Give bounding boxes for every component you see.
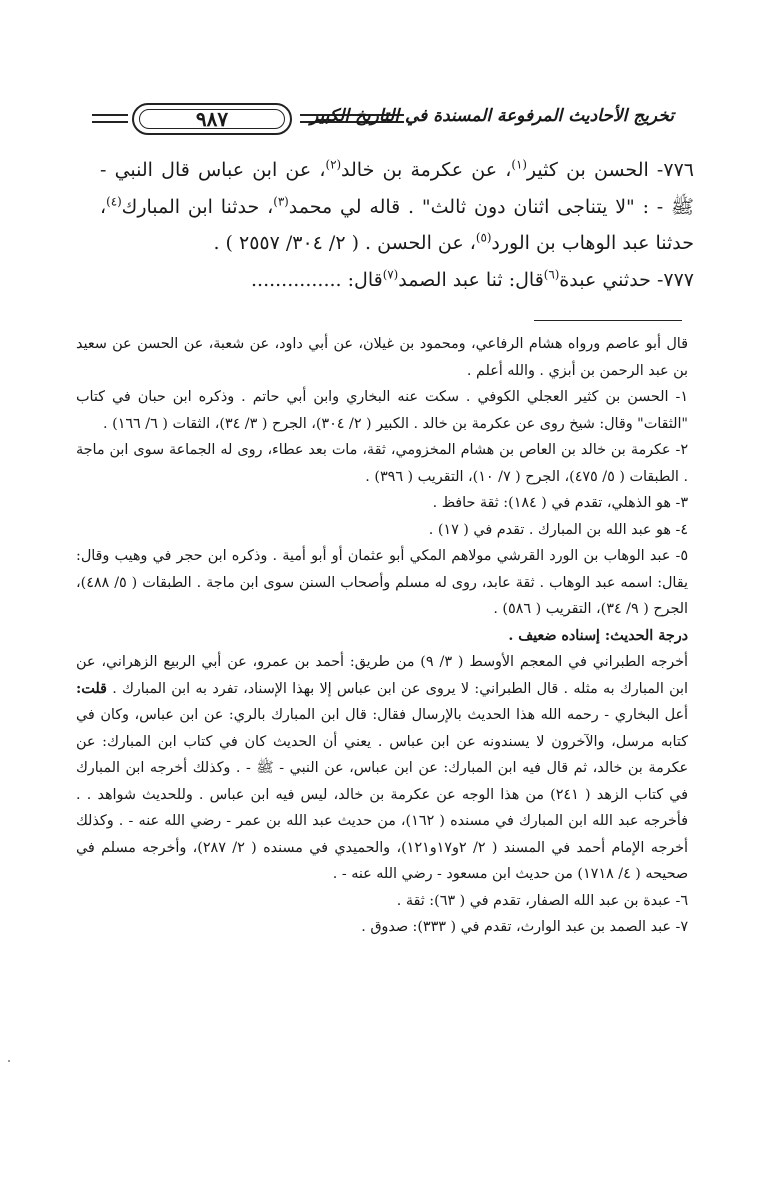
- footnote-ref-3: (٣): [273, 194, 289, 209]
- footnote-4: ٤- هو عبد الله بن المبارك . تقدم في ( ١٧) .: [428, 521, 688, 538]
- footnote-6: ٦- عبدة بن عبد الله الصفار، تقدم في ( ٦٣): ثقة .: [396, 892, 688, 909]
- footnote-ref-7: (٧): [382, 267, 399, 282]
- takhrij-text-1: أخرجه الطبراني في المعجم الأوسط ( ٣/ ٩) من طريق: أحمد بن عمرو، عن أبي الربيع الزهراني، عن ابن المبارك به مثله . قال الطبراني: لا يروى عن ابن عباس إلا بهذا الإسناد، تفرد به ابن المبارك .: [76, 654, 688, 697]
- hadith-776-text-2: ، عن عكرمة بن خالد: [341, 159, 512, 181]
- footnote-ref-1: (١): [511, 157, 527, 172]
- footnote-5: ٥- عبد الوهاب بن الورد القرشي مولاهم المكي أبو عثمان أو أبو أمية . وذكره ابن حجر في وهيب وقال: يقال: اسمه عبد الوهاب . ثقة عابد، روى له مسلم وأصحاب السنن سوى ابن ماجة . الطبقات ( ٥/ ٤٨٨)، الجرح ( ٩/ ٣٤)، التقريب ( ٥٨٦) .: [76, 548, 688, 617]
- hadith-776-text-3: ، عن ابن عباس قال النبي - ﷺ - : "لا يتناجى اثنان دون ثالث" . قاله لي محمد: [100, 159, 694, 218]
- hadith-776-text-1: ٧٧٦- الحسن بن كثير: [526, 159, 694, 181]
- footnote-1: ١- الحسن بن كثير العجلي الكوفي . سكت عنه البخاري وابن أبي حاتم . وذكره ابن حبان في كتاب "الثقات" وقال: شيخ روى عن عكرمة بن خالد . الكبير ( ٢/ ٣٠٤)، الجرح ( ٣/ ٣٤)، الثقات ( ٦/ ١٦٦) .: [76, 389, 688, 432]
- hadith-776-text-4: ، حدثنا ابن المبارك: [121, 195, 274, 218]
- footnote-7: ٧- عبد الصمد بن عبد الوارث، تقدم في ( ٣٣٣): صدوق .: [361, 919, 688, 935]
- footnote-ref-5: (٥): [475, 230, 492, 245]
- hadith-777-text-3: قال: ...............: [250, 268, 383, 291]
- running-title: تخريج الأحاديث المرفوعة المسندة في التاريخ الكبير: [310, 106, 674, 126]
- takhrij-paragraph: [76, 649, 688, 888]
- hadith-grade: درجة الحديث: إسناده ضعيف .: [508, 627, 688, 644]
- hadith-776-text-5: ، حدثنا عبد الوهاب بن الورد: [100, 195, 694, 254]
- page-number-oval: [132, 103, 292, 135]
- margin-mark: [8, 1060, 10, 1062]
- footnote-ref-6: (٦): [543, 267, 560, 282]
- main-text: [100, 152, 694, 298]
- page-number: ٩٨٧: [195, 107, 229, 131]
- hadith-776-text-6: ، عن الحسن . ( ٢/ ٣٠٤/ ٢٥٥٧ ) .: [213, 232, 476, 254]
- hadith-777-text-2: قال: ثنا عبد الصمد: [398, 268, 544, 291]
- takhrij-text-2: أعل البخاري - رحمه الله هذا الحديث بالإرسال فقال: قال ابن المبارك بالري: عن ابن عباس، وكان في كتابه مرسل، والآخرون لا يسندونه عن ابن عباس . يعني أن الحديث كان في كتاب ابن المبارك: عن عكرمة بن خالد، ثم قال فيه ابن المبارك: عن ابن عباس، عن النبي - ﷺ - . وكذلك أخرجه ابن المبارك في كتاب الزهد ( ٢٤١) من هذا الوجه عن عكرمة بن خالد، ليس فيه ابن عباس . وللحديث شواهد . . فأخرجه عبد الله ابن المبارك في مسنده ( ١٦٢)، من حديث عبد الله بن عمر - رضي الله عنه - . وكذلك أخرجه الإمام أحمد في المسند ( ٢/ ٢و١٧و١٢١)، والحميدي في مسنده ( ٢/ ٢٨٧)، وأخرجه مسلم في صحيحه ( ٤/ ١٧١٨) من حديث ابن مسعود - رضي الله عنه - .: [76, 707, 688, 882]
- header-rule-left: [92, 114, 128, 123]
- footnotes: [76, 331, 688, 941]
- hadith-777: [100, 262, 694, 299]
- footnote-ref-2: (٢): [325, 157, 342, 172]
- footnote-divider: [534, 320, 682, 321]
- footnote-3: ٣- هو الذهلي، تقدم في ( ١٨٤): ثقة حافظ .: [432, 495, 688, 511]
- qultu-label: قلت:: [76, 680, 107, 697]
- hadith-776: [100, 152, 694, 262]
- page-header: [92, 100, 674, 140]
- hadith-777-text-1: ٧٧٧- حدثني عبدة: [559, 268, 694, 291]
- footnote-ref-4: (٤): [106, 194, 122, 209]
- footnote-2: ٢- عكرمة بن خالد بن العاص بن هشام المخزومي، ثقة، مات بعد عطاء، روى له الجماعة سوى ابن ماجة . الطبقات ( ٥/ ٤٧٥)، الجرح ( ٧/ ١٠)، التقريب ( ٣٩٦) .: [76, 442, 688, 485]
- footnote-intro: قال أبو عاصم ورواه هشام الرفاعي، ومحمود بن غيلان، عن أبي داود، عن شعبة، عن الحسن عن سعيد بن عبد الرحمن بن أبزي . والله أعلم .: [76, 336, 688, 379]
